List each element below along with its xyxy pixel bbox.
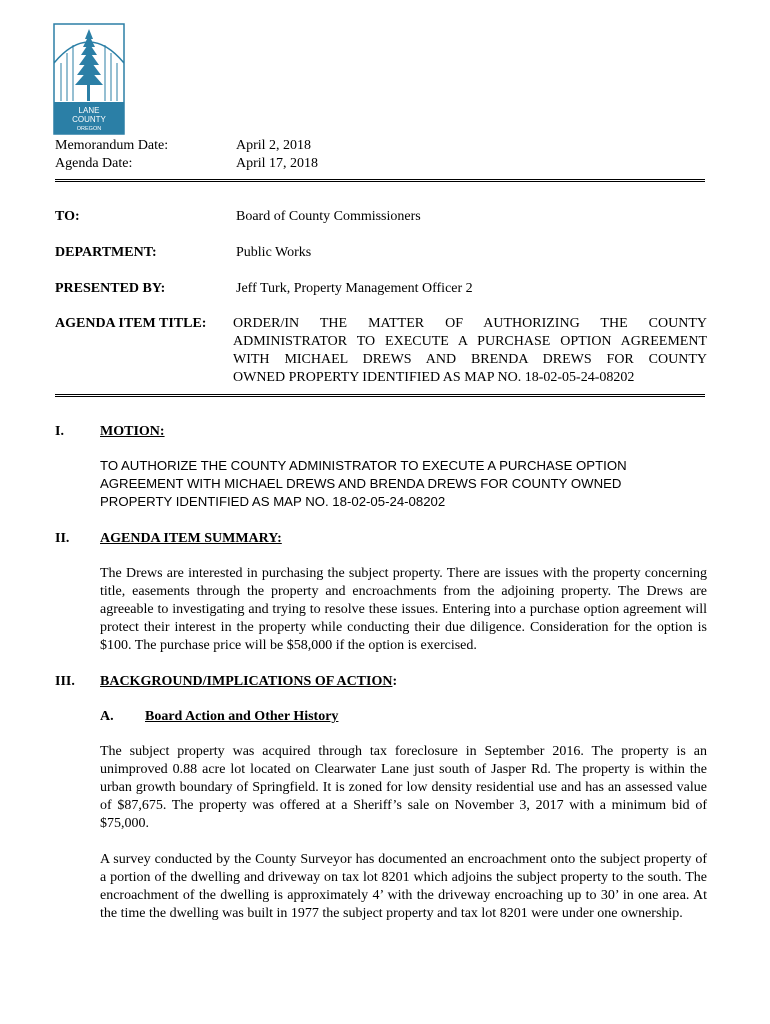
section-3-colon: : — [392, 674, 398, 689]
background-paragraph-2: A survey conducted by the County Surveyor has documented an encroachment onto the subject property of a portion of the dwelling and driveway on tax lot 8201 which adjoins the subject property to the south. The encroachment of the dwelling is approximately 4’ with the driveway encroaching up to 30’ in one area. At the time the dwelling was built in 1977 the subject property and tax lot 8201 were under one ownership. — [100, 852, 707, 921]
agenda-date-label: Agenda Date: — [55, 156, 133, 171]
agenda-item-title-label: AGENDA ITEM TITLE: — [55, 316, 207, 331]
subsection-a-number: A. — [100, 709, 114, 724]
subsection-a-heading: Board Action and Other History — [145, 709, 339, 724]
logo-line1: LANE — [78, 106, 100, 115]
logo-line2: COUNTY — [72, 115, 106, 124]
background-paragraph-1: The subject property was acquired through tax foreclosure in September 2016. The property is an unimproved 0.88 acre lot located on Clearwater Lane just south of Jasper Rd. The property is within the urban growth boundary of Springfield. It is zoned for low density residential use and has an assessed value of $87,675. The property was offered at a Sheriff’s sale on November 3, 2017 with a minimum bid of $75,000. — [100, 744, 707, 831]
department-label: DEPARTMENT: — [55, 245, 157, 260]
logo-line3: OREGON — [76, 126, 102, 132]
to-label: TO: — [55, 209, 80, 224]
to-value: Board of County Commissioners — [236, 209, 421, 224]
memo-date-value: April 2, 2018 — [236, 138, 312, 153]
agenda-title-line-1: ORDER/IN THE MATTER OF AUTHORIZING THE COUNTY — [233, 316, 707, 331]
motion-text: TO AUTHORIZE THE COUNTY ADMINISTRATOR TO EXECUTE A PURCHASE OPTION AGREEMENT WITH MICHAEL DREWS AND BRENDA DREWS FOR COUNTY OWNED PROPERTY IDENTIFIED AS MAP NO. 18-02-05-24-08202 — [100, 458, 627, 509]
department-value: Public Works — [236, 245, 312, 260]
agenda-title-line-4: OWNED PROPERTY IDENTIFIED AS MAP NO. 18-02-05-24-08202 — [233, 370, 635, 385]
agenda-date-value: April 17, 2018 — [236, 156, 319, 171]
section-3-heading: BACKGROUND/IMPLICATIONS OF ACTION — [100, 674, 393, 689]
section-3-number: III. — [55, 674, 75, 689]
summary-text: The Drews are interested in purchasing the subject property. There are issues with the property concerning title, easements through the property and encroachments from the adjoining property. The Drews are agreeable to investigating and trying to resolve these issues. Entering into a purchase option agreement will protect their interest in the property while conducting their due diligence. Consideration for the option is $100. The purchase price will be $58,000 if the option is exercised. — [100, 566, 707, 653]
lane-county-logo — [53, 23, 125, 135]
top-divider — [55, 179, 705, 182]
section-1-heading: MOTION: — [100, 424, 165, 439]
agenda-title-line-3: WITH MICHAEL DREWS AND BRENDA DREWS FOR COUNTY — [233, 352, 707, 367]
presented-by-value: Jeff Turk, Property Management Officer 2 — [236, 281, 473, 296]
section-3-heading-wrap — [100, 673, 397, 691]
agenda-title-line-2: ADMINISTRATOR TO EXECUTE A PURCHASE OPTION AGREEMENT — [233, 334, 707, 349]
section-2-heading: AGENDA ITEM SUMMARY: — [100, 531, 282, 546]
section-2-number: II. — [55, 531, 70, 546]
bottom-divider — [55, 394, 705, 397]
section-1-number: I. — [55, 424, 64, 439]
presented-by-label: PRESENTED BY: — [55, 281, 166, 296]
memo-date-label: Memorandum Date: — [55, 138, 169, 153]
